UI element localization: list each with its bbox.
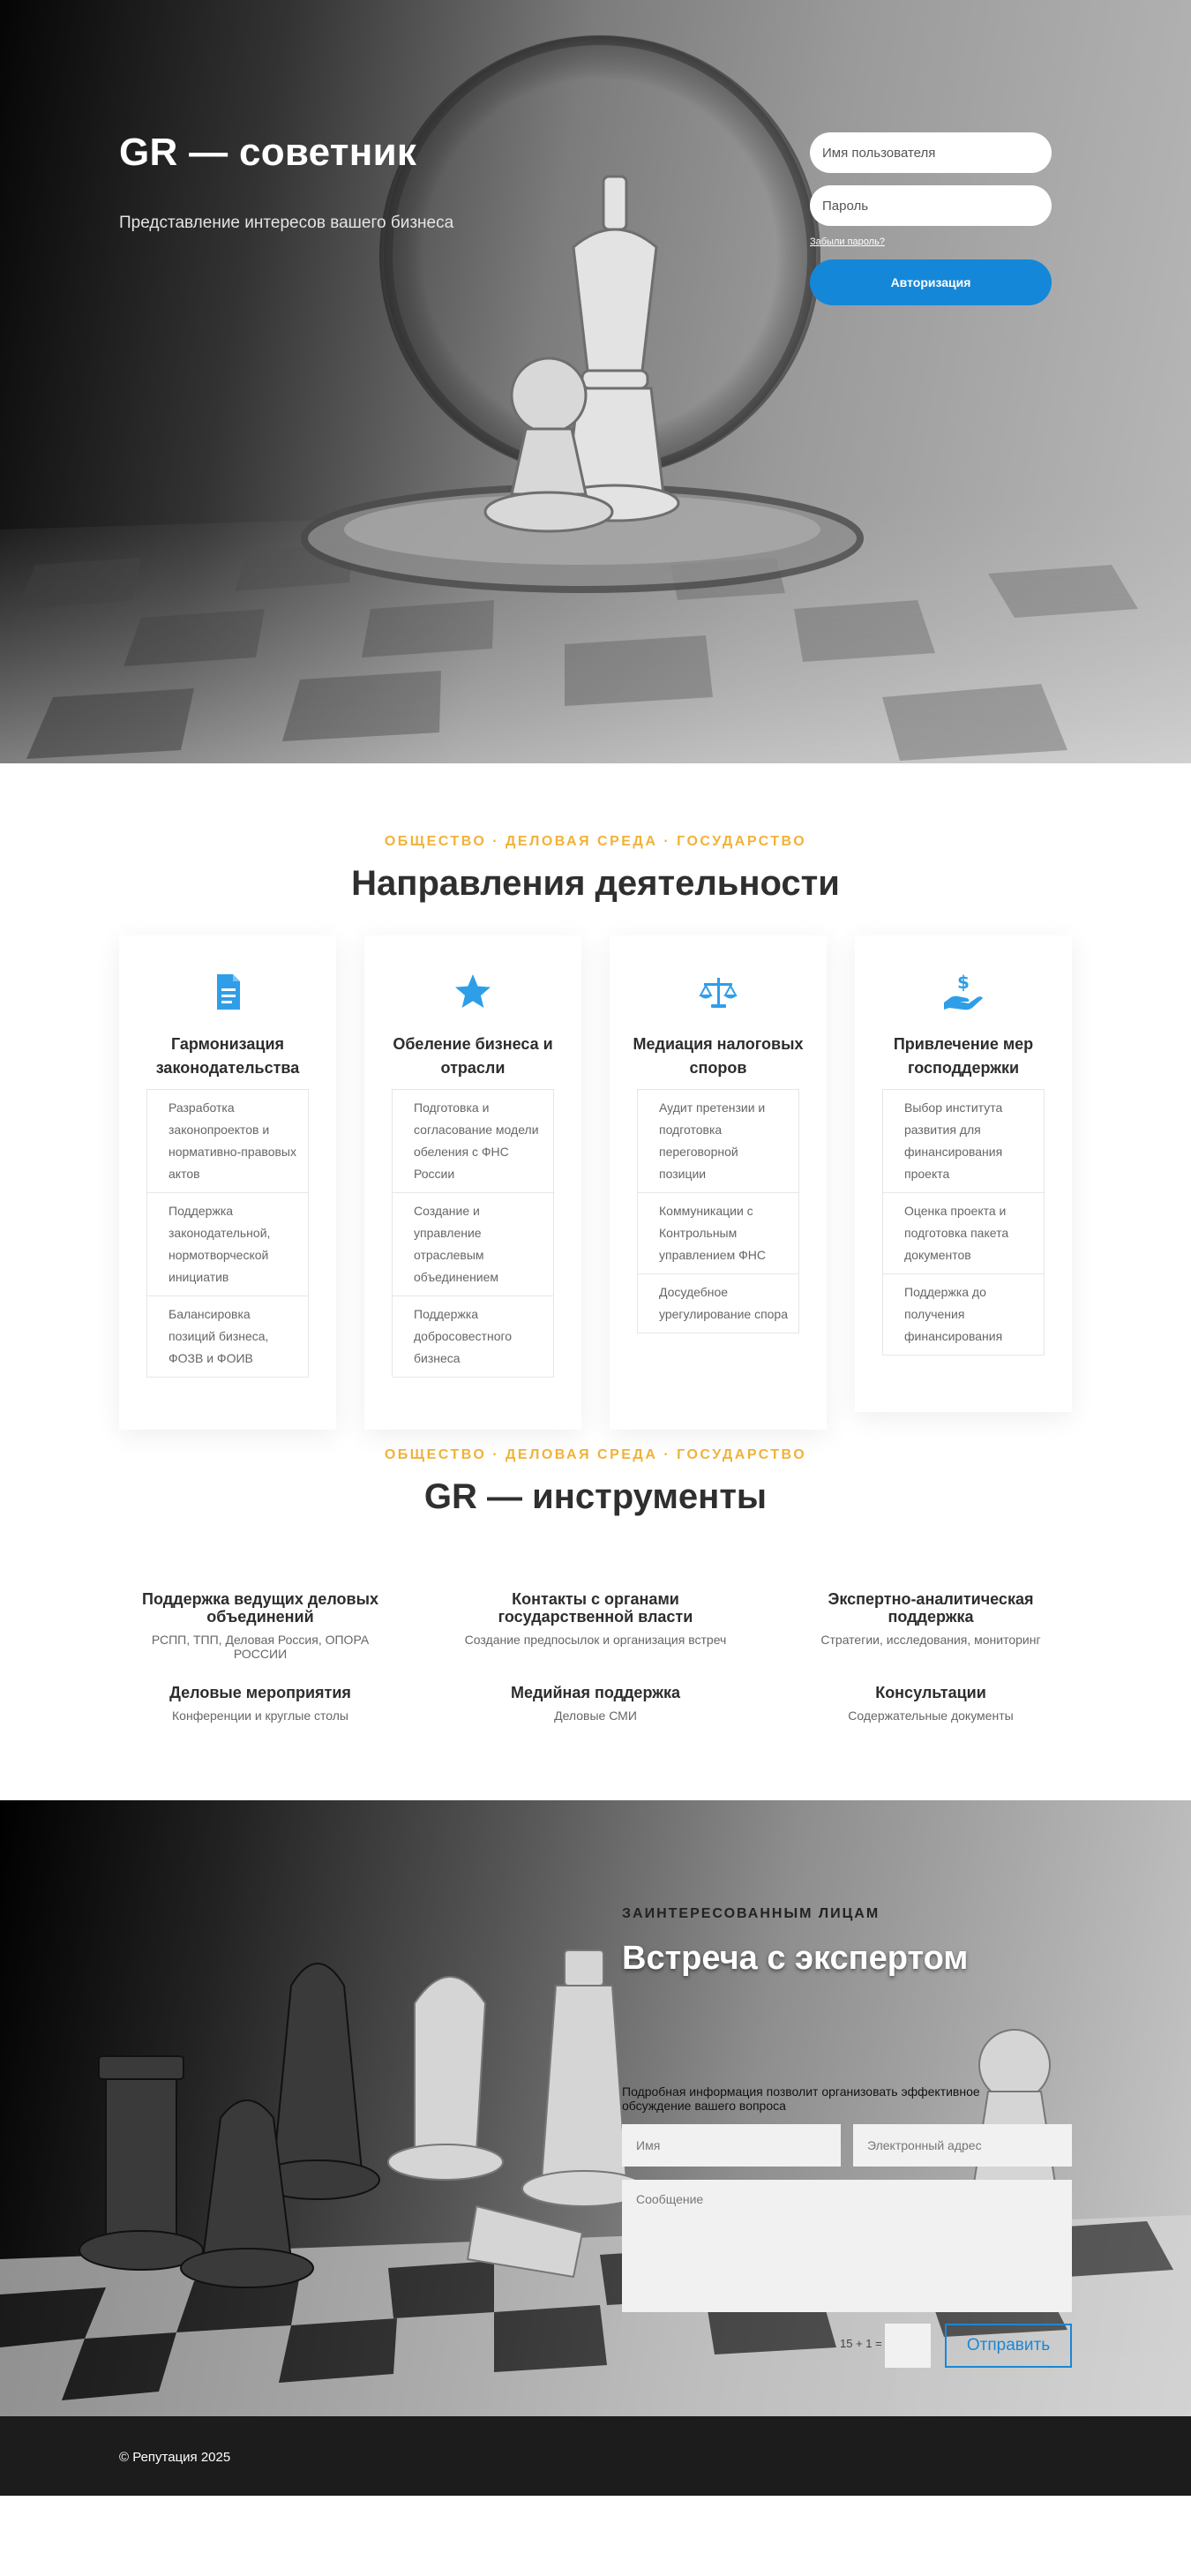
hand-dollar-icon [942, 971, 985, 1013]
direction-card-title: Гармонизация законодательства [155, 1035, 300, 1077]
direction-card-list [146, 1089, 309, 1378]
scales-icon [697, 971, 739, 1013]
directions-section [0, 763, 1191, 1447]
hero-subtitle: Представление интересов вашего бизнеса [119, 214, 454, 232]
list-item: Оценка проекта и подготовка пакета документов [883, 1192, 1044, 1273]
contact-section [0, 1800, 1191, 2416]
login-form [810, 132, 1052, 305]
hero-title: GR — советник [119, 131, 417, 174]
list-item: Аудит претензии и подготовка переговорной позиции [659, 1100, 766, 1181]
tool-item [463, 1590, 728, 1647]
tool-text: Деловые СМИ [554, 1709, 637, 1723]
directions-title: Направления деятельности [351, 864, 840, 903]
tool-title: Деловые мероприятия [169, 1684, 351, 1701]
directions-eyebrow: ОБЩЕСТВО · ДЕЛОВАЯ СРЕДА · ГОСУДАРСТВО [384, 834, 807, 849]
tool-title: Поддержка ведущих деловых объединений [142, 1590, 378, 1626]
direction-card [855, 935, 1072, 1412]
list-item: Коммуникации с Контрольным управлением ФНС [638, 1192, 798, 1273]
tool-text: Стратегии, исследования, мониторинг [820, 1633, 1041, 1647]
list-item: Поддержка законодательной, нормотворческой инициатив [147, 1192, 308, 1296]
list-item: Создание и управление отраслевым объединением [393, 1192, 553, 1296]
list-item: Поддержка добросовестного бизнеса [393, 1296, 553, 1377]
hero-chess-illustration [0, 0, 1191, 763]
email-input[interactable] [853, 2124, 1072, 2167]
contact-eyebrow: ЗАИНТЕРЕСОВАННЫМ ЛИЦАМ [622, 1906, 880, 1921]
tool-title: Контакты с органами государственной власти [498, 1590, 693, 1626]
tool-item [798, 1590, 1063, 1647]
captcha-input[interactable] [885, 2324, 931, 2368]
tool-text: Конференции и круглые столы [172, 1709, 348, 1723]
login-button[interactable]: Авторизация [810, 259, 1052, 305]
footer [0, 2416, 1191, 2496]
direction-card-title: Медиация налоговых споров [633, 1035, 804, 1077]
document-icon [206, 971, 249, 1013]
directions-cards [0, 935, 1191, 1447]
tool-text: Содержательные документы [848, 1709, 1014, 1723]
tool-text: РСПП, ТПП, Деловая Россия, ОПОРА РОССИИ [151, 1633, 370, 1661]
contact-note: Подробная информация позволит организовать эффективное обсуждение вашего вопроса [622, 2084, 980, 2113]
direction-card-title: Обеление бизнеса и отрасли [393, 1035, 553, 1077]
direction-card [119, 935, 336, 1430]
direction-card-list [392, 1089, 554, 1378]
direction-card [610, 935, 827, 1430]
username-input[interactable] [810, 132, 1052, 173]
hero-section [0, 0, 1191, 763]
direction-card-list [637, 1089, 799, 1333]
tool-text: Создание предпосылок и организация встреч [464, 1633, 727, 1647]
list-item: Балансировка позиций бизнеса, ФОЗВ и ФОИВ [147, 1296, 308, 1377]
tool-title: Консультации [875, 1684, 986, 1701]
svg-text:$: $ [957, 972, 970, 993]
list-item: Досудебное урегулирование спора [638, 1273, 798, 1333]
list-item: Поддержка до получения финансирования [883, 1273, 1044, 1355]
list-item: Подготовка и согласование модели обеления с ФНС России [414, 1100, 539, 1181]
direction-card [364, 935, 581, 1430]
star-icon [452, 971, 494, 1013]
list-item: Выбор института развития для финансирования проекта [904, 1100, 1003, 1181]
list-item: Разработка законопроектов и нормативно-правовых актов [169, 1100, 296, 1181]
name-input[interactable] [622, 2124, 841, 2167]
tool-item [463, 1684, 728, 1723]
forgot-password-link[interactable]: Забыли пароль? [810, 237, 885, 247]
contact-title: Встреча с экспертом [622, 1940, 969, 1977]
captcha-question: 15 + 1 = [840, 2337, 882, 2350]
tools-title: GR — инструменты [423, 1477, 768, 1516]
tool-title: Экспертно-аналитическая поддержка [828, 1590, 1034, 1626]
password-input[interactable] [810, 185, 1052, 226]
direction-card-title: Привлечение мер господдержки [893, 1035, 1034, 1077]
tool-item [798, 1684, 1063, 1723]
tools-eyebrow: ОБЩЕСТВО · ДЕЛОВАЯ СРЕДА · ГОСУДАРСТВО [384, 1447, 807, 1462]
tool-item [128, 1590, 393, 1661]
message-textarea[interactable] [622, 2180, 1072, 2312]
tool-item [128, 1684, 393, 1723]
tool-title: Медийная поддержка [511, 1684, 680, 1701]
tools-section [0, 1447, 1191, 1800]
direction-card-list [882, 1089, 1045, 1356]
send-button[interactable]: Отправить [945, 2324, 1072, 2368]
footer-copyright: © Репутация 2025 [119, 2450, 231, 2465]
